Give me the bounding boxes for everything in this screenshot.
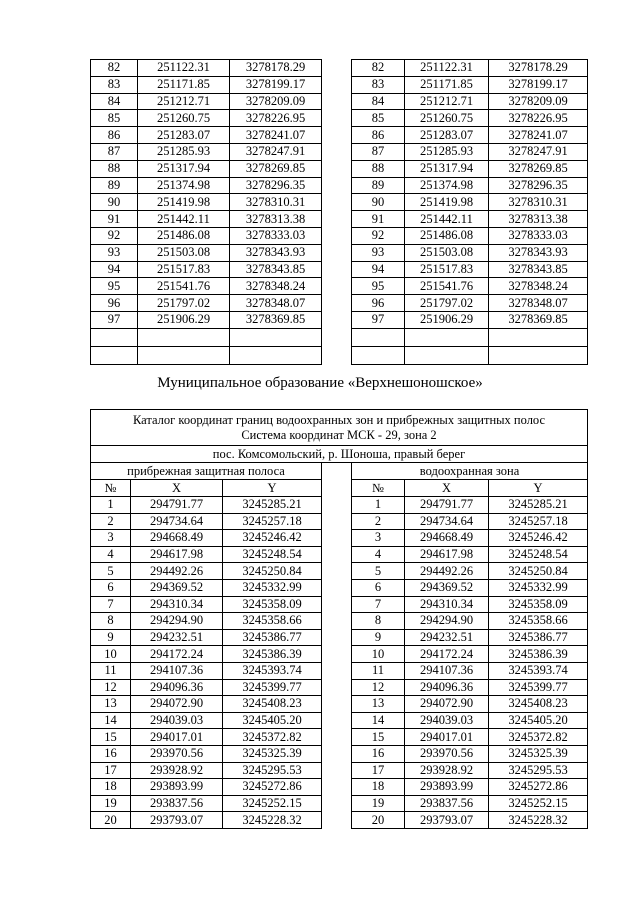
table-cell [489,346,588,364]
table-cell [138,328,230,346]
table-cell: 293793.07 [131,812,223,829]
table-cell: 3278369.85 [230,311,322,328]
table-cell: 251171.85 [405,76,489,93]
catalog-table [90,409,588,829]
table-cell: 294294.90 [405,613,489,630]
table-cell: 294492.26 [131,563,223,580]
table-cell: 3278313.38 [230,211,322,228]
table-cell: 3245399.77 [489,679,588,696]
table-cell: 3278310.31 [489,194,588,211]
table-row [352,143,588,160]
table-cell: 3245386.39 [223,646,322,663]
table-cell: 89 [91,177,138,194]
table-cell: 3245405.20 [223,712,322,729]
table-cell: 3245386.39 [489,646,588,663]
table-cell: 2 [91,513,131,530]
col-header-y-right: Y [489,480,588,497]
table-cell: 14 [91,712,131,729]
table-cell [91,328,138,346]
table-cell: 293893.99 [405,779,489,796]
table-cell: 3278369.85 [489,311,588,328]
table-cell: 3245250.84 [489,563,588,580]
table-cell: 3278178.29 [489,60,588,77]
table-cell: 14 [352,712,405,729]
table-cell: 294172.24 [131,646,223,663]
table-cell: 294310.34 [131,596,223,613]
table-cell: 251442.11 [138,211,230,228]
table-cell: 3245358.66 [223,613,322,630]
table-cell: 3245332.99 [489,579,588,596]
table-cell: 294107.36 [405,662,489,679]
table-cell: 3278296.35 [489,177,588,194]
table-cell: 15 [91,729,131,746]
table-row [352,311,588,328]
table-cell: 9 [352,629,405,646]
table-cell: 294096.36 [131,679,223,696]
table-cell: 3278333.03 [489,227,588,244]
table-cell: 5 [91,563,131,580]
table-cell: 3278348.07 [230,295,322,312]
blank-row [352,346,588,364]
table-cell: 294096.36 [405,679,489,696]
table-cell: 294039.03 [131,712,223,729]
table-cell: 11 [352,662,405,679]
table-cell: 293893.99 [131,779,223,796]
table-cell: 294791.77 [131,497,223,514]
table-cell: 251122.31 [405,60,489,77]
table-cell: 3245246.42 [489,530,588,547]
table-cell: 3278296.35 [230,177,322,194]
table-cell: 293970.56 [131,745,223,762]
table-cell: 13 [91,696,131,713]
table-cell: 3278269.85 [230,160,322,177]
table-cell: 6 [352,579,405,596]
catalog-location: пос. Комсомольский, р. Шоноша, правый берег [91,446,588,463]
table-cell: 3278209.09 [489,93,588,110]
blank-row [91,328,322,346]
table-cell: 3245272.86 [489,779,588,796]
group-header-left: прибрежная защитная полоса [91,463,322,480]
table-cell: 251285.93 [405,143,489,160]
table-cell [230,346,322,364]
table-cell: 91 [352,211,405,228]
table-cell: 7 [352,596,405,613]
table-row [352,127,588,144]
table-row [91,211,322,228]
table-cell: 86 [352,127,405,144]
table-cell: 95 [91,278,138,295]
catalog-title-line2: Система координат МСК - 29, зона 2 [241,427,437,442]
table-row [352,76,588,93]
table-cell: 3245295.53 [223,762,322,779]
table-cell: 97 [352,311,405,328]
table-cell: 251374.98 [138,177,230,194]
table-cell: 3245250.84 [223,563,322,580]
table-cell: 90 [91,194,138,211]
table-cell: 251486.08 [138,227,230,244]
table-cell: 293837.56 [131,795,223,812]
table-cell [230,328,322,346]
table-cell: 85 [91,110,138,127]
table-cell: 20 [352,812,405,829]
table-cell: 10 [352,646,405,663]
table-cell: 3245408.23 [223,696,322,713]
top-left-rows [91,60,322,365]
table-cell: 3245248.54 [223,546,322,563]
table-cell: 15 [352,729,405,746]
table-cell: 96 [352,295,405,312]
blank-row [352,328,588,346]
table-cell: 293970.56 [405,745,489,762]
table-cell: 251906.29 [405,311,489,328]
table-cell: 3245257.18 [223,513,322,530]
table-cell: 90 [352,194,405,211]
table-row [352,295,588,312]
table-cell: 3245325.39 [223,745,322,762]
table-row [91,76,322,93]
table-cell: 83 [352,76,405,93]
table-cell: 93 [352,244,405,261]
table-cell: 294232.51 [131,629,223,646]
table-cell: 251419.98 [405,194,489,211]
top-right-rows [352,60,588,365]
table-cell: 294072.90 [405,696,489,713]
table-cell: 3278343.93 [230,244,322,261]
table-cell: 3245246.42 [223,530,322,547]
table-cell: 3278178.29 [230,60,322,77]
table-cell: 251317.94 [138,160,230,177]
table-cell: 251419.98 [138,194,230,211]
table-cell: 293928.92 [405,762,489,779]
table-row [91,278,322,295]
table-cell: 294791.77 [405,497,489,514]
blank-row [91,346,322,364]
table-cell: 3245408.23 [489,696,588,713]
table-cell: 16 [352,745,405,762]
table-cell: 251517.83 [405,261,489,278]
table-cell [352,328,405,346]
table-cell: 251317.94 [405,160,489,177]
table-cell: 16 [91,745,131,762]
table-row [352,278,588,295]
table-cell: 3278348.24 [230,278,322,295]
table-cell: 1 [352,497,405,514]
table-cell: 251283.07 [405,127,489,144]
col-header-x-left: X [131,480,223,497]
table-cell: 3245228.32 [489,812,588,829]
table-cell: 3278226.95 [230,110,322,127]
table-cell: 294617.98 [405,546,489,563]
catalog-body [91,410,588,829]
table-cell: 3245285.21 [489,497,588,514]
table-cell: 7 [91,596,131,613]
table-cell: 3278209.09 [230,93,322,110]
table-cell: 82 [352,60,405,77]
table-cell: 293837.56 [405,795,489,812]
table-cell: 83 [91,76,138,93]
table-cell [352,346,405,364]
table-cell: 88 [352,160,405,177]
table-cell: 294172.24 [405,646,489,663]
table-cell: 3278241.07 [230,127,322,144]
table-cell: 251285.93 [138,143,230,160]
table-row [91,60,322,77]
table-cell: 3245386.77 [223,629,322,646]
table-row [352,244,588,261]
col-header-no-right: № [352,480,405,497]
table-cell: 84 [91,93,138,110]
table-row [91,261,322,278]
table-cell: 294017.01 [131,729,223,746]
table-row [352,177,588,194]
table-cell: 3278199.17 [230,76,322,93]
table-cell: 3278343.85 [230,261,322,278]
table-cell: 11 [91,662,131,679]
table-cell: 3245358.66 [489,613,588,630]
table-row [91,110,322,127]
table-cell: 3278241.07 [489,127,588,144]
table-cell: 294617.98 [131,546,223,563]
table-cell: 251541.76 [138,278,230,295]
col-header-no-left: № [91,480,131,497]
table-row [91,227,322,244]
table-cell: 3245272.86 [223,779,322,796]
column-gap [322,463,352,829]
table-cell: 85 [352,110,405,127]
table-row [352,60,588,77]
table-cell: 4 [91,546,131,563]
table-cell: 91 [91,211,138,228]
table-cell: 294492.26 [405,563,489,580]
table-cell: 87 [352,143,405,160]
table-cell: 3278333.03 [230,227,322,244]
table-row [352,194,588,211]
table-row [91,160,322,177]
table-cell: 12 [91,679,131,696]
table-row [352,93,588,110]
table-cell: 3245285.21 [223,497,322,514]
table-cell: 293793.07 [405,812,489,829]
table-cell: 3278199.17 [489,76,588,93]
table-cell: 19 [352,795,405,812]
table-cell: 3278247.91 [230,143,322,160]
table-cell: 3245252.15 [223,795,322,812]
table-cell: 3245325.39 [489,745,588,762]
table-cell: 5 [352,563,405,580]
table-cell: 3245358.09 [223,596,322,613]
table-cell: 2 [352,513,405,530]
table-cell: 88 [91,160,138,177]
table-cell: 89 [352,177,405,194]
table-cell [91,346,138,364]
table-cell: 294369.52 [405,579,489,596]
table-cell: 3245386.77 [489,629,588,646]
table-row [91,194,322,211]
table-cell: 3278343.93 [489,244,588,261]
table-cell: 3245358.09 [489,596,588,613]
table-row [352,227,588,244]
catalog-title [91,410,588,446]
table-cell: 3278247.91 [489,143,588,160]
table-cell: 82 [91,60,138,77]
table-cell: 6 [91,579,131,596]
table-cell: 3278348.24 [489,278,588,295]
table-cell: 17 [91,762,131,779]
top-left-coordinates-table [90,59,322,365]
table-row [91,244,322,261]
table-cell: 251283.07 [138,127,230,144]
table-cell: 251122.31 [138,60,230,77]
table-cell: 251906.29 [138,311,230,328]
table-cell: 18 [352,779,405,796]
catalog-title-line1: Каталог координат границ водоохранных зон и прибрежных защитных полос [133,412,546,427]
table-cell: 3245372.82 [489,729,588,746]
table-cell: 92 [352,227,405,244]
table-cell: 3278348.07 [489,295,588,312]
table-cell: 19 [91,795,131,812]
table-cell: 293928.92 [131,762,223,779]
table-row [91,177,322,194]
table-cell: 3245399.77 [223,679,322,696]
table-cell: 251503.08 [138,244,230,261]
table-cell: 3245393.74 [489,662,588,679]
table-cell: 251260.75 [405,110,489,127]
table-row [91,311,322,328]
table-cell: 3245393.74 [223,662,322,679]
table-cell: 251517.83 [138,261,230,278]
table-cell: 251797.02 [138,295,230,312]
table-cell: 86 [91,127,138,144]
table-cell: 294072.90 [131,696,223,713]
table-cell: 17 [352,762,405,779]
table-cell: 294369.52 [131,579,223,596]
table-cell: 251171.85 [138,76,230,93]
table-cell: 294734.64 [131,513,223,530]
table-row [91,295,322,312]
table-cell: 3245405.20 [489,712,588,729]
table-cell: 294107.36 [131,662,223,679]
table-cell: 251212.71 [138,93,230,110]
table-cell: 95 [352,278,405,295]
table-cell: 12 [352,679,405,696]
table-cell: 92 [91,227,138,244]
col-header-x-right: X [405,480,489,497]
table-cell: 96 [91,295,138,312]
table-cell: 251503.08 [405,244,489,261]
table-row [91,143,322,160]
table-cell: 97 [91,311,138,328]
table-cell: 3245252.15 [489,795,588,812]
table-cell: 294668.49 [131,530,223,547]
table-cell: 294017.01 [405,729,489,746]
col-header-y-left: Y [223,480,322,497]
table-cell: 3245372.82 [223,729,322,746]
table-cell: 251486.08 [405,227,489,244]
table-row [91,127,322,144]
table-cell: 251374.98 [405,177,489,194]
table-cell [405,346,489,364]
table-cell: 251797.02 [405,295,489,312]
table-cell: 3278310.31 [230,194,322,211]
table-cell: 18 [91,779,131,796]
table-cell: 3245257.18 [489,513,588,530]
table-cell: 3245248.54 [489,546,588,563]
table-cell: 3278343.85 [489,261,588,278]
group-header-right: водоохранная зона [352,463,588,480]
table-cell: 294232.51 [405,629,489,646]
table-cell: 8 [352,613,405,630]
table-cell: 94 [91,261,138,278]
table-cell: 251442.11 [405,211,489,228]
table-cell: 3245332.99 [223,579,322,596]
table-cell: 84 [352,93,405,110]
table-row [352,160,588,177]
municipality-heading: Муниципальное образование «Верхнешоношское» [157,375,483,391]
table-cell: 3 [91,530,131,547]
table-cell: 294039.03 [405,712,489,729]
table-cell: 94 [352,261,405,278]
table-cell: 1 [91,497,131,514]
table-cell: 3 [352,530,405,547]
table-row [91,93,322,110]
table-cell: 93 [91,244,138,261]
table-cell: 20 [91,812,131,829]
table-row [352,110,588,127]
table-cell: 294294.90 [131,613,223,630]
table-cell: 251541.76 [405,278,489,295]
table-cell: 10 [91,646,131,663]
table-cell [138,346,230,364]
table-cell: 3278269.85 [489,160,588,177]
table-row [352,261,588,278]
table-cell: 13 [352,696,405,713]
table-cell [489,328,588,346]
table-cell: 294734.64 [405,513,489,530]
table-cell: 251212.71 [405,93,489,110]
table-cell: 8 [91,613,131,630]
table-cell: 294310.34 [405,596,489,613]
table-cell: 294668.49 [405,530,489,547]
table-cell: 87 [91,143,138,160]
table-cell: 3278226.95 [489,110,588,127]
top-right-coordinates-table [351,59,588,365]
table-cell: 251260.75 [138,110,230,127]
table-cell: 9 [91,629,131,646]
table-cell: 4 [352,546,405,563]
table-row [352,211,588,228]
table-cell: 3245228.32 [223,812,322,829]
table-cell: 3278313.38 [489,211,588,228]
table-cell [405,328,489,346]
table-cell: 3245295.53 [489,762,588,779]
